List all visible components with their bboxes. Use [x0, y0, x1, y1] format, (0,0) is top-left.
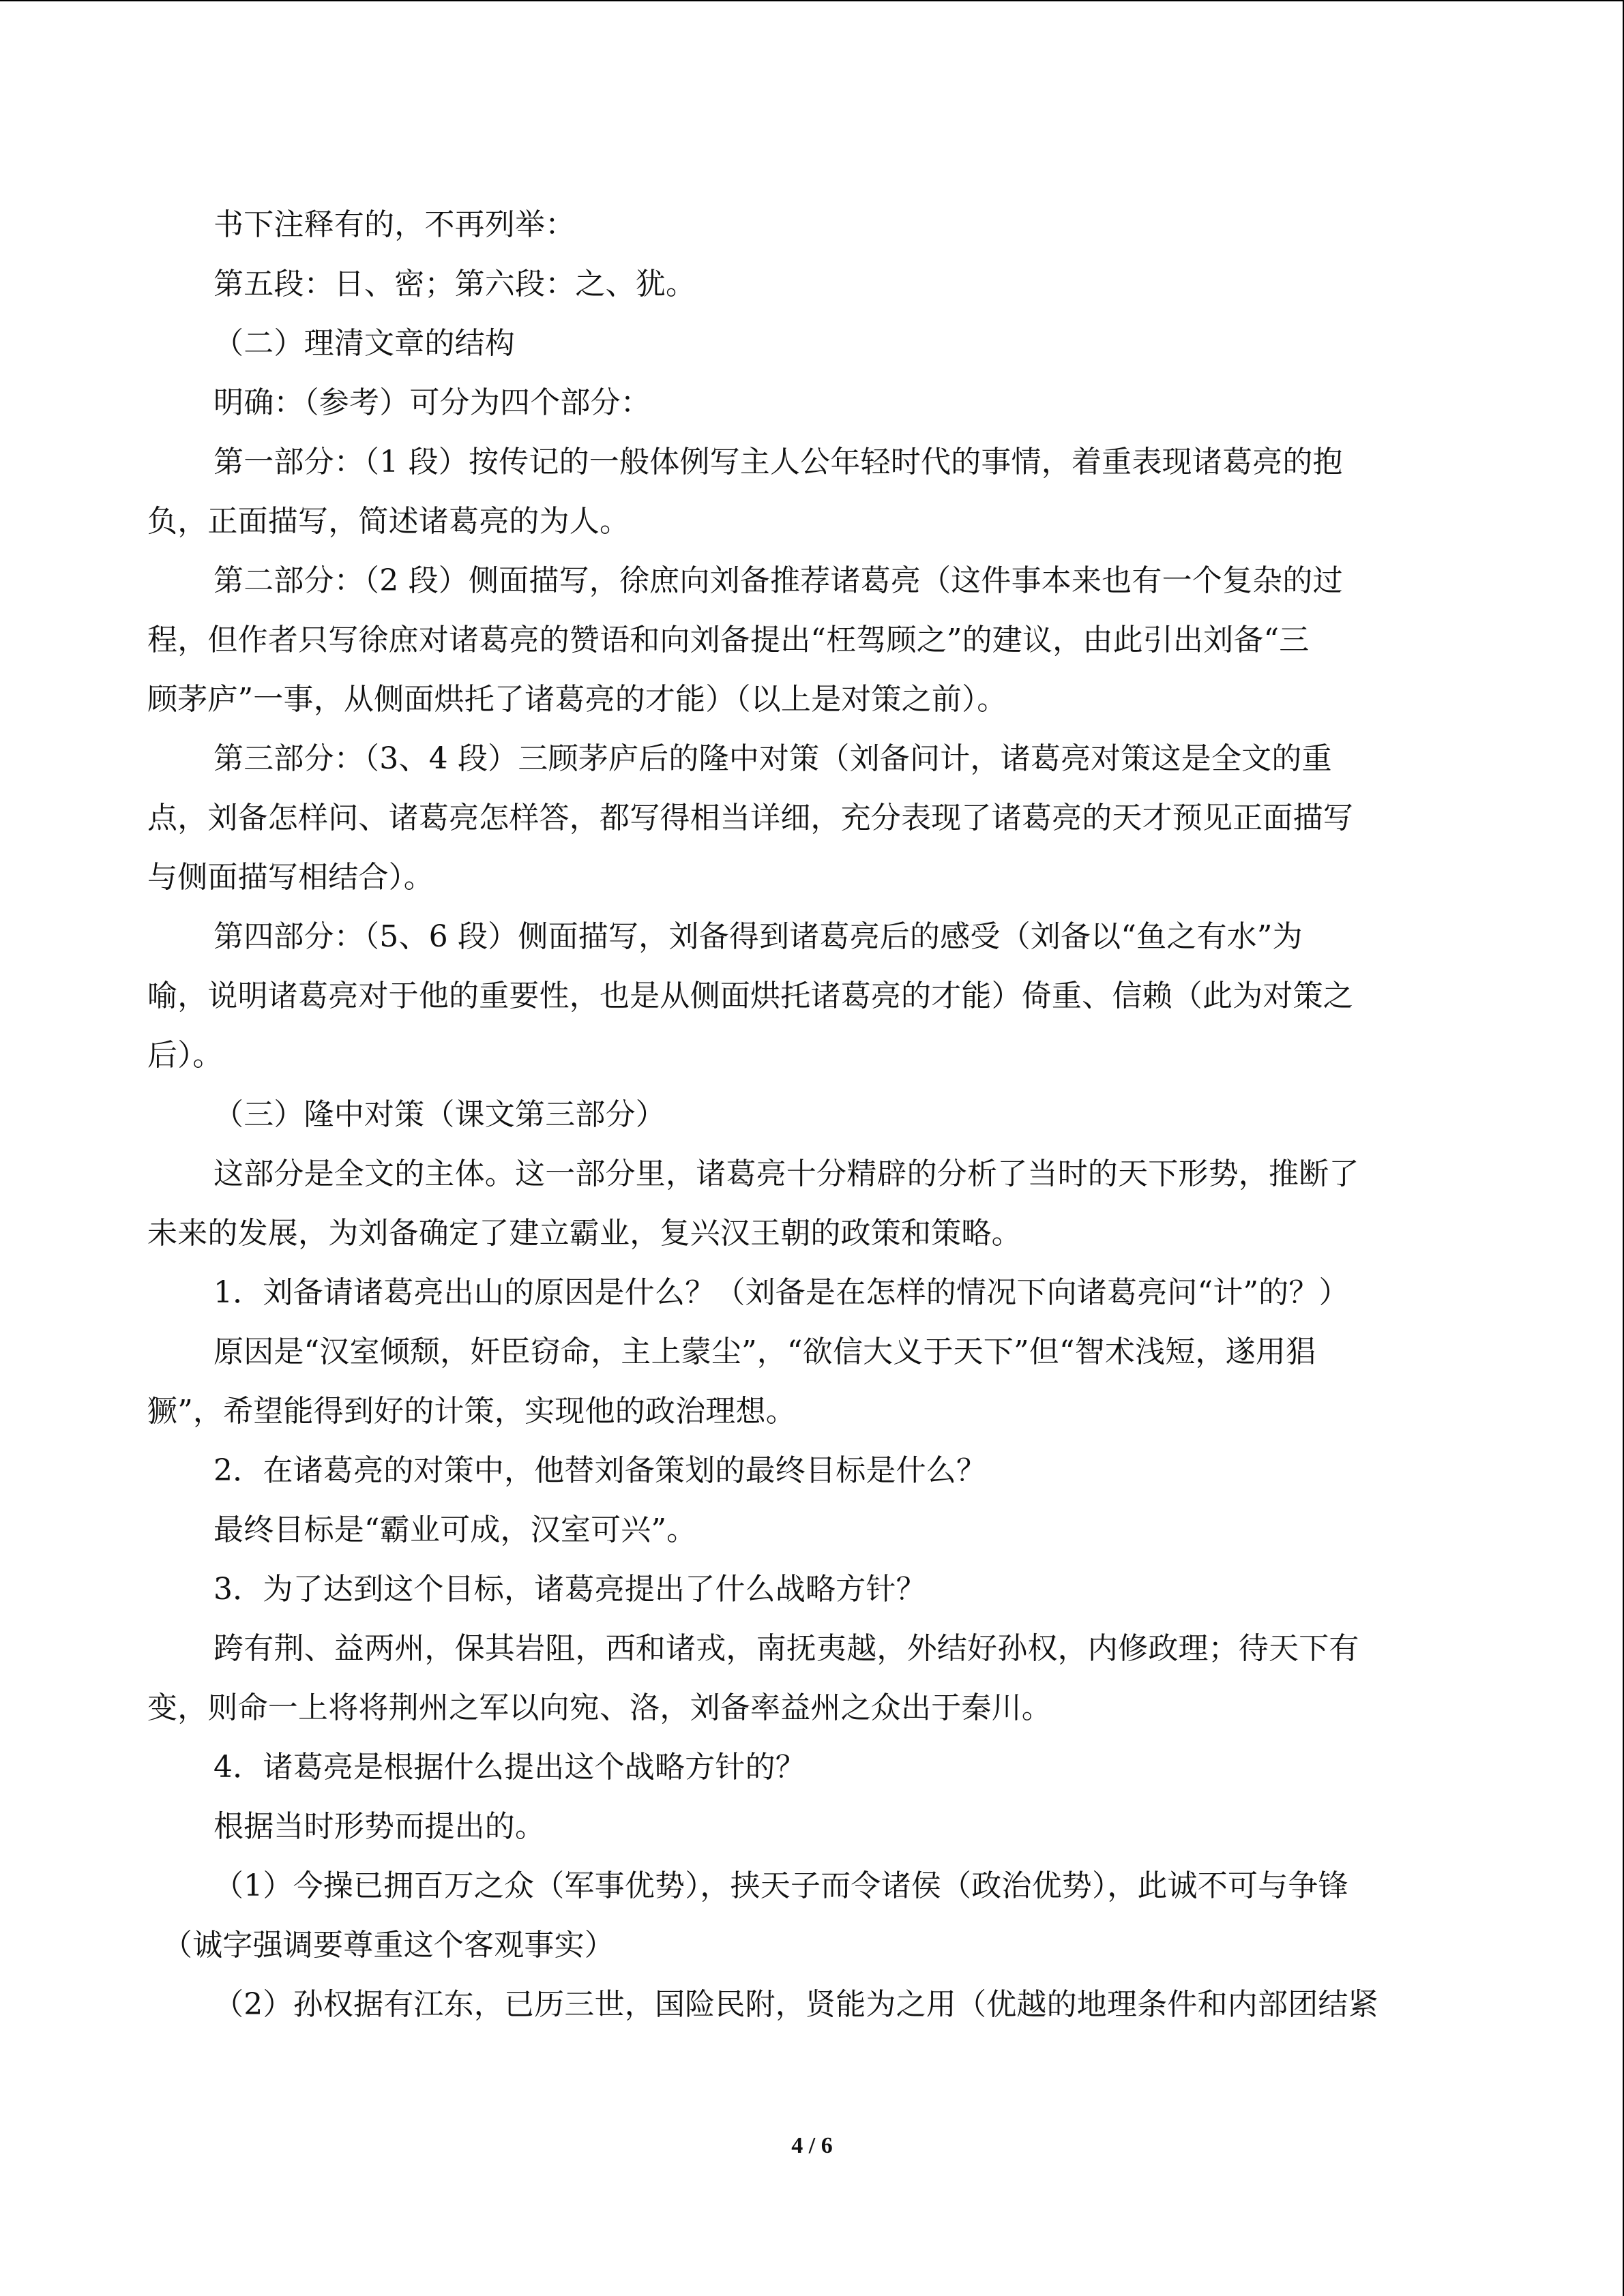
text-line: 跨有荆、益两州，保其岩阻，西和诸戎，南抚夷越，外结好孙权，内修政理；待天下有 [213, 1631, 1359, 1666]
section-heading: （三）隆中对策（课文第三部分） [213, 1097, 666, 1132]
text-line: （1）今操已拥百万之众（军事优势），挟天子而令诸侯（政治优势），此诚不可与争锋 [213, 1868, 1348, 1903]
text-line: 第三部分：（3、4 段）三顾茅庐后的隆中对策（刘备问计，诸葛亮对策这是全文的重 [213, 741, 1332, 776]
question-line: 4．诸葛亮是根据什么提出这个战略方针的？ [213, 1750, 806, 1785]
text-line: 与侧面描写相结合）。 [147, 860, 434, 895]
text-line: 明确：（参考）可分为四个部分： [213, 385, 651, 420]
text-line: 点，刘备怎样问、诸葛亮怎样答，都写得相当详细，充分表现了诸葛亮的天才预见正面描写 [147, 801, 1353, 835]
text-line: 未来的发展，为刘备确定了建立霸业，复兴汉王朝的政策和策略。 [147, 1216, 1022, 1251]
section-heading: （二）理清文章的结构 [213, 326, 515, 361]
text-line: 后）。 [147, 1038, 223, 1073]
text-line: 第一部分：（1 段）按传记的一般体例写主人公年轻时代的事情，着重表现诸葛亮的抱 [213, 445, 1343, 479]
text-line: 变，则命一上将将荆州之军以向宛、洛，刘备率益州之众出于秦川。 [147, 1690, 1052, 1725]
text-line: 程，但作者只写徐庶对诸葛亮的赞语和向刘备提出“枉驾顾之”的建议，由此引出刘备“三 [147, 623, 1310, 657]
text-line: 原因是“汉室倾颓，奸臣窃命，主上蒙尘”，“欲信大义于天下”但“智术浅短，遂用猖 [213, 1335, 1316, 1369]
page-number: 4 / 6 [791, 2133, 833, 2158]
text-line: （诚字强调要尊重这个客观事实） [162, 1928, 615, 1963]
question-line: 2．在诸葛亮的对策中，他替刘备策划的最终目标是什么？ [213, 1453, 987, 1488]
text-line: 喻，说明诸葛亮对于他的重要性，也是从侧面烘托诸葛亮的才能）倚重、信赖（此为对策之 [147, 979, 1353, 1013]
text-line: 书下注释有的，不再列举： [213, 207, 576, 242]
question-line: 3．为了达到这个目标，诸葛亮提出了什么战略方针？ [213, 1572, 926, 1607]
text-line: 负，正面描写，简述诸葛亮的为人。 [147, 504, 630, 539]
text-line: 獗”，希望能得到好的计策，实现他的政治理想。 [147, 1394, 796, 1429]
text-line: 这部分是全文的主体。这一部分里，诸葛亮十分精辟的分析了当时的天下形势，推断了 [213, 1157, 1359, 1191]
text-line: 顾茅庐”一事，从侧面烘托了诸葛亮的才能）（以上是对策之前）。 [147, 682, 1007, 717]
text-line: 第二部分：（2 段）侧面描写，徐庶向刘备推荐诸葛亮（这件事本来也有一个复杂的过 [213, 563, 1343, 598]
text-line: 最终目标是“霸业可成，汉室可兴”。 [213, 1512, 697, 1547]
text-line: 第四部分：（5、6 段）侧面描写，刘备得到诸葛亮后的感受（刘备以“鱼之有水”为 [213, 919, 1303, 954]
text-line: （2）孙权据有江东，已历三世，国险民附，贤能为之用（优越的地理条件和内部团结紧 [213, 1987, 1378, 2022]
text-line: 第五段：日、密；第六段：之、犹。 [213, 267, 696, 301]
question-line: 1．刘备请诸葛亮出山的原因是什么？（刘备是在怎样的情况下向诸葛亮问“计”的？） [213, 1275, 1349, 1310]
text-line: 根据当时形势而提出的。 [213, 1809, 546, 1844]
